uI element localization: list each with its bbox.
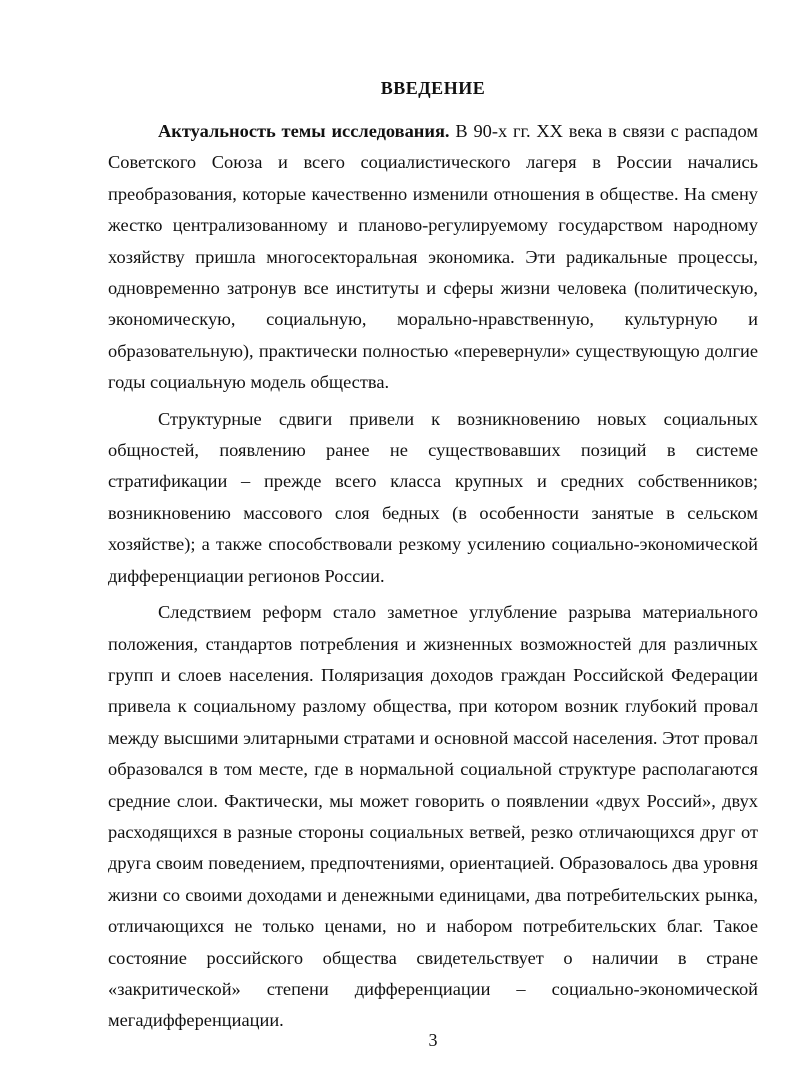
relevance-heading: Актуальность темы исследования. [158,121,450,141]
paragraph-reform-consequences: Следствием реформ стало заметное углубление разрыва материального положения, стандартов потребления и жизненных возможностей для различных групп и слоев населения. Поляризация доходов граждан Российской Федерации привела к социальному разлому общества, при котором возник глубокий провал между высшими элитарными стратами и основной массой населения. Этот провал образовался в том месте, где в нормальной социальной структуре располагаются средние слои. Фактически, мы может говорить о появлении «двух Россий», двух расходящихся в разные стороны социальных ветвей, резко отличающихся друг от друга своим поведением, предпочтениями, ориентацией. Образовалось два уровня жизни со своими доходами и денежными единицами, два потребительских рынка, отличающихся не только ценами, но и набором потребительских благ. Такое состояние российского общества свидетельствует о наличии в стране «закритической» степени дифференциации – социально-экономической мегадифференциации. [108,602,758,1031]
paragraph-relevance [108,116,758,399]
body-text [108,116,758,1037]
page-number: 3 [428,1030,438,1050]
page-title: ВВЕДЕНИЕ [380,78,486,98]
paragraph-structural-shifts: Структурные сдвиги привели к возникновению новых социальных общностей, появлению ранее не существовавших позиций в системе стратификации – прежде всего класса крупных и средних собственников; возникновению массового слоя бедных (в особенности занятые в сельском хозяйстве); а также способствовали резкому усилению социально-экономической дифференциации регионов России. [108,408,758,586]
relevance-text: В 90-х гг. XX века в связи с распадом Советского Союза и всего социалистического лагеря в России начались преобразования, которые качественно изменили отношения в обществе. На смену жестко централизованному и планово-регулируемому государством народному хозяйству пришла многосекторальная экономика. Эти радикальные процессы, одновременно затронув все институты и сферы жизни человека (политическую, экономическую, социальную, морально-нравственную, культурную и образовательную), практически полностью «перевернули» существующую долгие годы социальную модель общества. [108,121,759,393]
